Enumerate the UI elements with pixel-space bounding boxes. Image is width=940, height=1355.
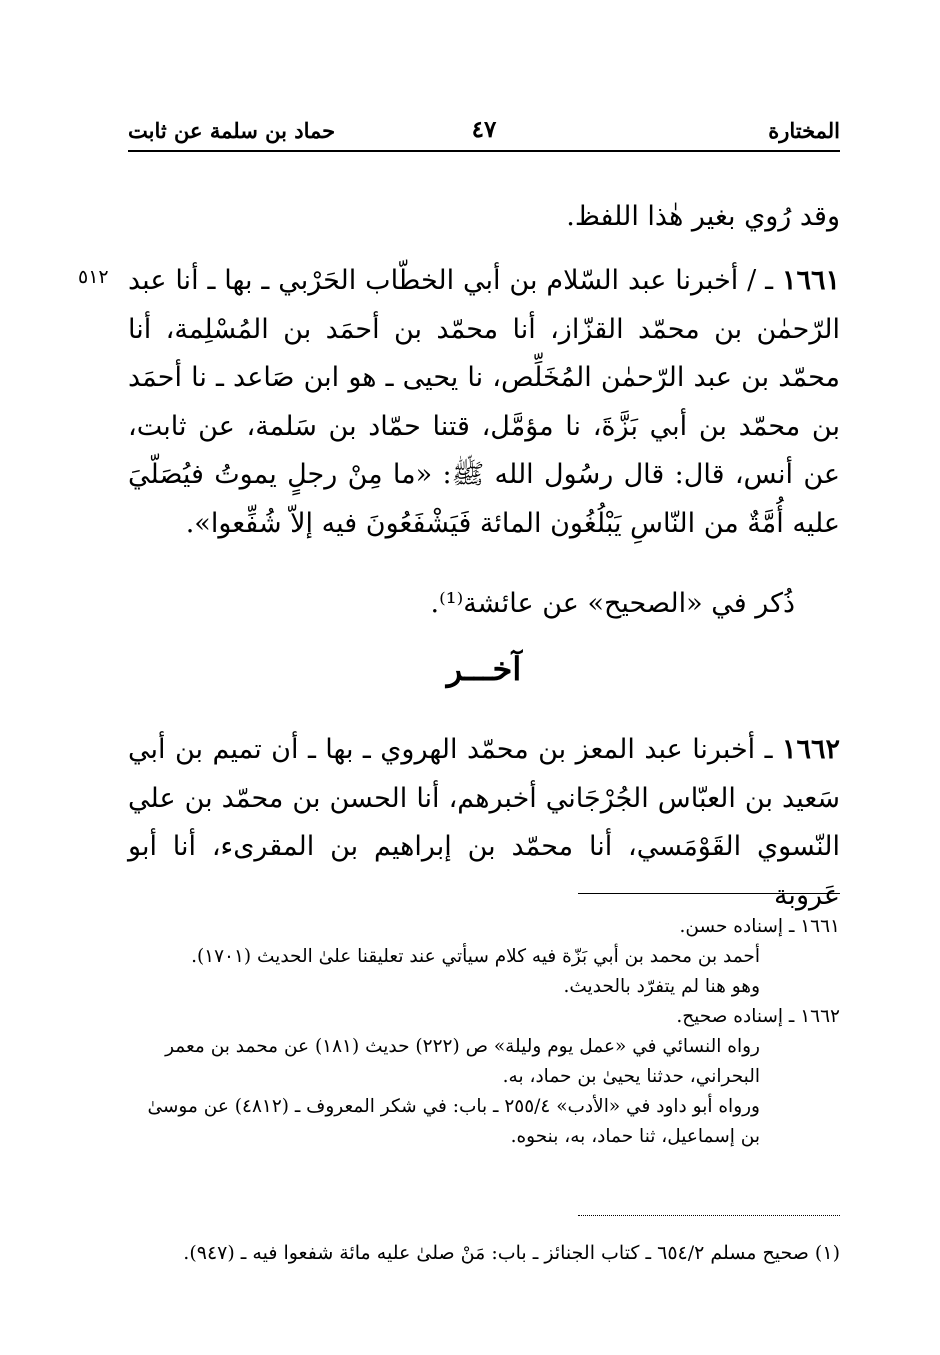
header-divider	[128, 150, 840, 152]
hadith-1661-body	[128, 257, 840, 548]
note-line: وهو هنا لم يتفرّد بالحديث.	[563, 976, 760, 997]
hadith-1661	[128, 257, 840, 548]
hadith-1662-body	[128, 726, 840, 920]
running-head	[128, 118, 840, 152]
hadith-number: ١٦٦٢	[781, 734, 840, 765]
footnote: (١) صحيح مسلم ٦٥٤/٢ ـ كتاب الجنائز ـ باب: مَنْ صلىٰ عليه مائة شفعوا فيه ـ (٩٤٧).	[183, 1242, 840, 1264]
manuscript-folio-number: ٥١٢	[78, 266, 109, 288]
footnote-divider	[578, 1215, 840, 1216]
hadith-text: ـ أخبرنا عبد المعز بن محمّد الهروي ـ بها ـ أن تميم بن أبي سَعيد بن العبّاس الجُرْجَاني أخبرهم، أنا الحسن بن محمّد بن علي النّسوي القَوْمَسي، أنا محمّد بن إبراهيم بن المقرىء، أنا أبو عَروبة	[128, 734, 840, 911]
note-line: ورواه أبو داود في «الأدب» ٢٥٥/٤ ـ باب: في شكر المعروف ـ (٤٨١٢) عن موسىٰ بن إسماعيل، ثنا حماد، به، بنحوه.	[147, 1096, 760, 1147]
hadith-number: ١٦٦١	[781, 265, 840, 296]
hadith-1661-note: ذُكر في «الصحيح» عن عائشة⁽¹⁾.	[430, 588, 795, 619]
commentary-notes	[128, 912, 840, 1152]
note-line: رواه النسائي في «عمل يوم وليلة» ص (٢٢٢) حديث (١٨١) عن محمد بن معمر البحراني، حدثنا يحيىٰ بن حماد، به.	[165, 1036, 760, 1087]
page-number: ٤٧	[471, 116, 497, 143]
note-line: ١٦٦٢ ـ إسناده صحيح.	[676, 1006, 840, 1027]
note-line: أحمد بن محمد بن أبي بَزّة فيه كلام سيأتي عند تعليقنا علىٰ الحديث (١٧٠١).	[191, 946, 760, 967]
section-title: آخـــر	[446, 650, 522, 688]
chapter-title: حماد بن سلمة عن ثابت	[128, 118, 336, 143]
note-line: ١٦٦١ ـ إسناده حسن.	[679, 916, 840, 937]
hadith-text: ـ / أخبرنا عبد السّلام بن أبي الخطّاب الحَرْبي ـ بها ـ أنا عبد الرّحمٰن بن محمّد القزّاز، أنا محمّد بن أحمَد بن المُسْلِمة، أنا محمّد بن عبد الرّحمٰن المُخَلِّص، نا يحيى ـ هو ابن صَاعد ـ نا أحمَد بن محمّد بن أبي بَزَّةَ، نا مؤمَّل، قتنا حمّاد بن سَلمة، عن ثابت، عن أنس، قال: قال رسُول الله ﷺ: «ما مِنْ رجلٍ يموتُ فيُصَلّيَ عليه أُمَّةٌ من النّاسِ يَبْلُغُون المائة فَيَشْفَعُونَ فيه إلاّ شُفِّعوا».	[128, 265, 840, 539]
intro-line: وقد رُوي بغير هٰذا اللفظ.	[566, 201, 840, 232]
book-title: المختارة	[768, 118, 840, 143]
notes-divider	[578, 893, 840, 894]
hadith-1662	[128, 726, 840, 920]
